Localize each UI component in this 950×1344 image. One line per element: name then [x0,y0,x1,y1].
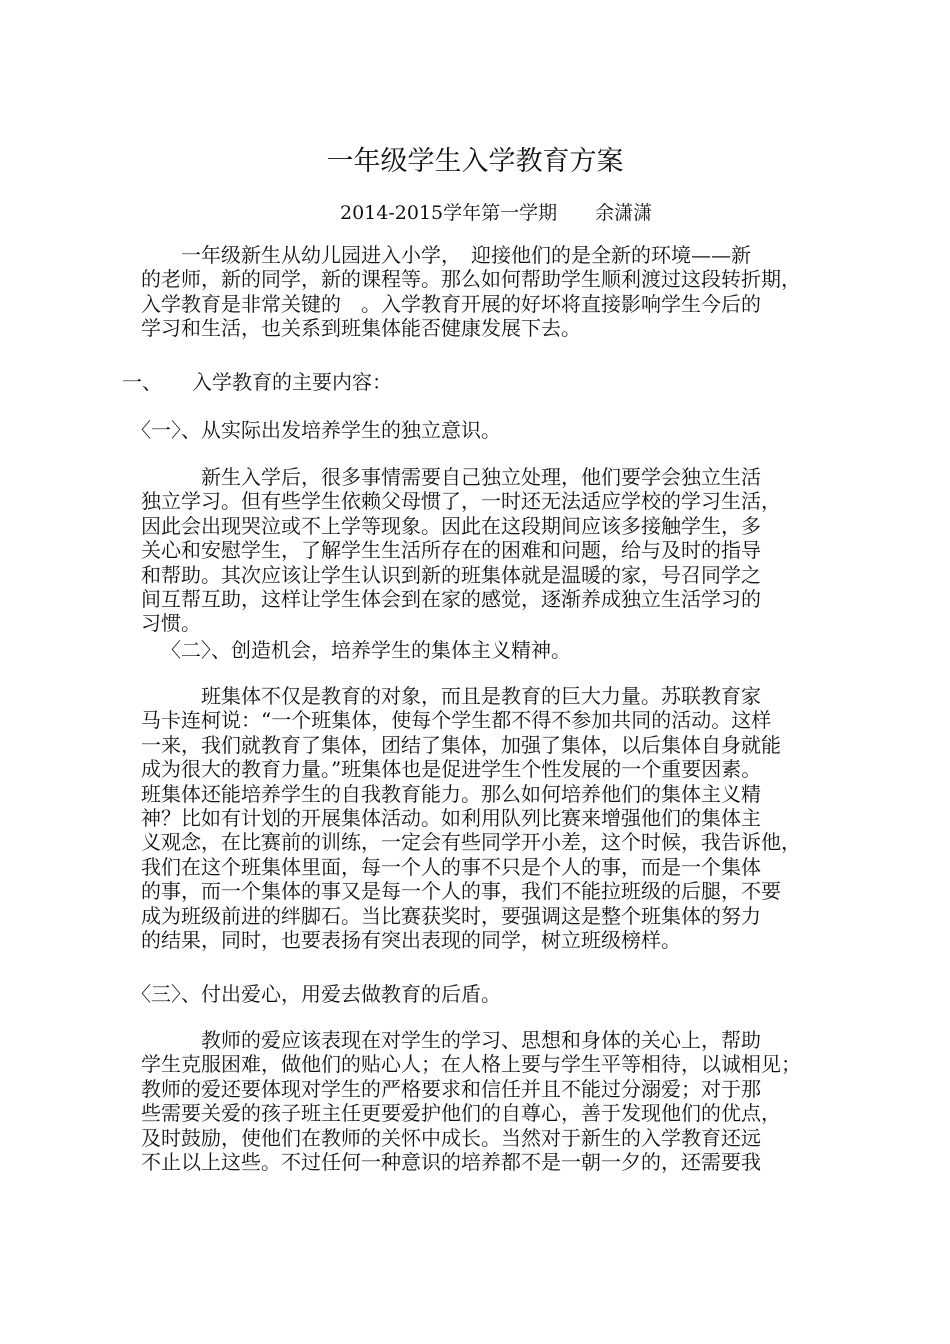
subsection-2-paragraph [141,684,841,952]
subsection-1-paragraph [141,465,841,636]
paragraph-line: 因此会出现哭泣或不上学等现象。因此在这段期间应该多接触学生，多 [141,513,761,538]
section-heading: 一、 入学教育的主要内容： [122,370,392,394]
paragraph-line: 及时鼓励，使他们在教师的关怀中成长。当然对于新生的入学教育还远 [141,1125,761,1150]
paragraph-line: 和帮助。其次应该让学生认识到新的班集体就是温暖的家，号召同学之 [141,562,761,587]
document-subtitle: 2014-2015学年第一学期 余潇潇 [340,202,653,224]
paragraph-line: 成为很大的教育力量。”班集体也是促进学生个性发展的一个重要因素。 [141,757,762,782]
paragraph-line: 成为班级前进的绊脚石。当比赛获奖时，要强调这是整个班集体的努力 [141,903,761,928]
paragraph-line: 独立学习。但有些学生依赖父母惯了，一时还无法适应学校的学习生活， [141,489,781,514]
paragraph-line: 教师的爱应该表现在对学生的学习、思想和身体的关心上，帮助 [141,1028,761,1052]
paragraph-line: 马卡连柯说：“一个班集体，使每个学生都不得不参加共同的活动。这样 [141,708,772,733]
paragraph-line: 不止以上这些。不过任何一种意识的培养都不是一朝一夕的，还需要我 [141,1150,761,1175]
paragraph-line: 我们在这个班集体里面，每一个人的事不只是个人的事，而是一个集体 [141,854,761,879]
intro-line: 学习和生活，也关系到班集体能否健康发展下去。 [141,316,581,341]
paragraph-line: 班集体还能培养学生的自我教育能力。那么如何培养他们的集体主义精 [141,781,761,806]
paragraph-line: 的结果，同时，也要表扬有突出表现的同学，树立班级榜样。 [141,928,681,953]
intro-line: 的老师，新的同学，新的课程等。那么如何帮助学生顺利渡过这段转折期， [141,267,801,292]
paragraph-line: 学生克服困难，做他们的贴心人；在人格上要与学生平等相待，以诚相见； [141,1052,801,1077]
subsection-heading-1: 〈一〉、从实际出发培养学生的独立意识。 [131,418,501,442]
document-title: 一年级学生入学教育方案 [326,146,624,177]
paragraph-line: 关心和安慰学生，了解学生生活所存在的困难和问题，给与及时的指导 [141,538,761,563]
paragraph-line: 些需要关爱的孩子班主任更要爱护他们的自尊心，善于发现他们的优点， [141,1101,781,1126]
paragraph-line: 新生入学后，很多事情需要自己独立处理，他们要学会独立生活 [141,465,761,489]
paragraph-line: 习惯。 [141,611,201,636]
paragraph-line: 义观念，在比赛前的训练，一定会有些同学开小差，这个时候，我告诉他， [141,830,801,855]
paragraph-line: 教师的爱还要体现对学生的严格要求和信任并且不能过分溺爱；对于那 [141,1076,761,1101]
subsection-3-paragraph [141,1028,841,1174]
paragraph-line: 间互帮互助，这样让学生体会到在家的感觉，逐渐养成独立生活学习的 [141,587,761,612]
paragraph-line: 班集体不仅是教育的对象，而且是教育的巨大力量。苏联教育家 [141,684,761,708]
paragraph-line: 的事，而一个集体的事又是每一个人的事，我们不能拉班级的后腿，不要 [141,879,781,904]
subsection-heading-2: 〈二〉、创造机会，培养学生的集体主义精神。 [161,638,571,662]
paragraph-line: 神？比如有计划的开展集体活动。如利用队列比赛来增强他们的集体主 [141,806,761,831]
paragraph-line: 一来，我们就教育了集体，团结了集体，加强了集体，以后集体自身就能 [141,732,781,757]
intro-paragraph [141,243,841,341]
subsection-heading-3: 〈三〉、付出爱心，用爱去做教育的后盾。 [131,982,501,1006]
intro-line: 一年级新生从幼儿园进入小学， 迎接他们的是全新的环境——新 [141,243,751,267]
intro-line: 入学教育是非常关键的 。入学教育开展的好坏将直接影响学生今后的 [141,291,761,316]
